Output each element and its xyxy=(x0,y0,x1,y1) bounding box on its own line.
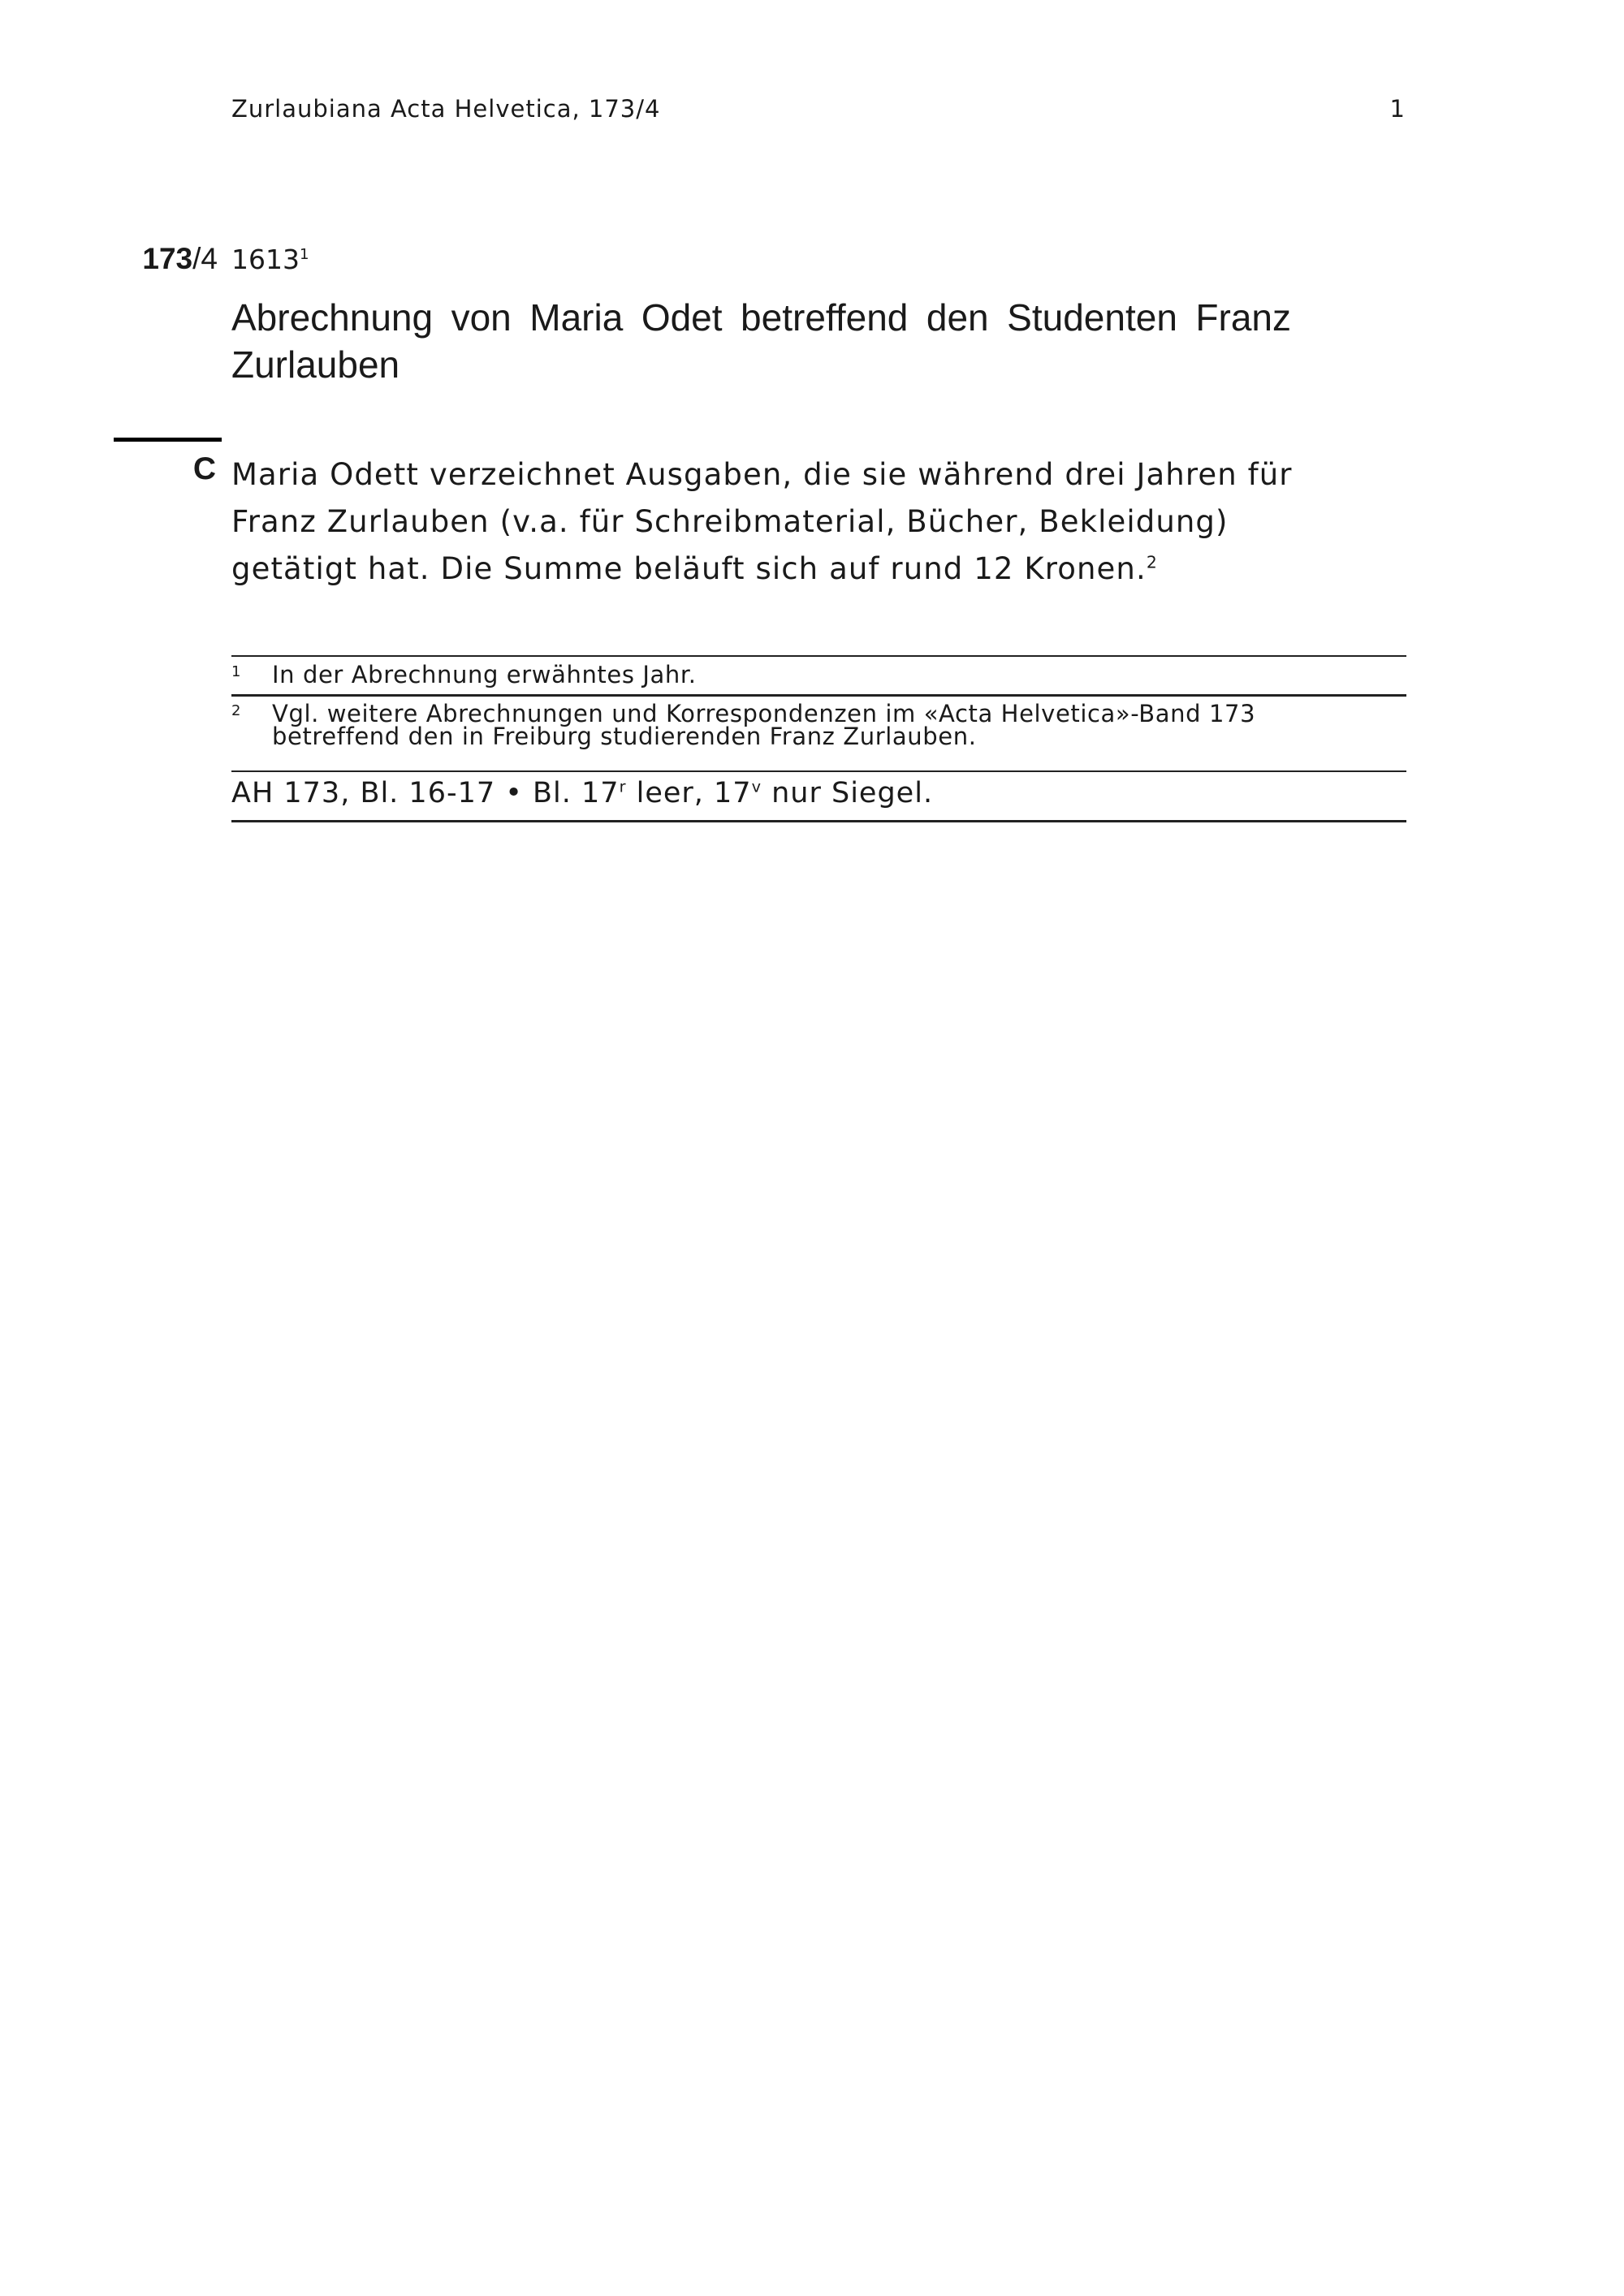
footnote-1-text: In der Abrechnung erwähntes Jahr. xyxy=(272,661,697,688)
source-recto-mark: r xyxy=(619,777,627,796)
footnote-divider xyxy=(231,694,1406,697)
document-number xyxy=(127,242,218,276)
source-part-1: AH 173, Bl. 16-17 • Bl. 17 xyxy=(231,777,620,809)
footnote-ref-1[interactable]: 1 xyxy=(299,246,309,263)
running-header-title: Zurlaubiana Acta Helvetica, 173/4 xyxy=(231,95,661,123)
document-date-value: 1613 xyxy=(231,244,300,275)
document-title: Abrechnung von Maria Odet betreffend den Studenten Franz Zurlauben xyxy=(231,296,1291,386)
abstract-marker: C xyxy=(192,451,216,486)
document-number-volume: 173 xyxy=(142,242,193,275)
footnote-2-text: Vgl. weitere Abrechnungen und Korrespondenzen im «Acta Helvetica»-Band 173 betreffend den in Freiburg studierenden Franz Zurlauben. xyxy=(272,700,1256,750)
source-bottom-rule xyxy=(231,820,1406,822)
source-part-3: nur Siegel. xyxy=(761,777,934,809)
footnote-1-number: 1 xyxy=(231,663,242,680)
footnote-2-number: 2 xyxy=(231,702,242,719)
document-date xyxy=(231,244,309,275)
source-part-2: leer, 17 xyxy=(626,777,752,809)
document-number-item: /4 xyxy=(192,242,218,275)
source-top-rule xyxy=(231,770,1406,772)
abstract-body: Maria Odett verzeichnet Ausgaben, die sie während drei Jahren für Franz Zurlauben (v.a. für Schreibmaterial, Bücher, Bekleidung) getätigt hat. Die Summe beläuft sich auf rund 12 Kronen. xyxy=(231,457,1293,586)
page-number: 1 xyxy=(1389,95,1405,123)
source-verso-mark: v xyxy=(751,777,762,796)
source-reference xyxy=(231,777,933,809)
footnote-separator xyxy=(231,655,1406,657)
footnote-ref-2[interactable]: 2 xyxy=(1146,552,1158,572)
abstract-rule xyxy=(114,438,222,442)
abstract-text xyxy=(231,451,1352,593)
